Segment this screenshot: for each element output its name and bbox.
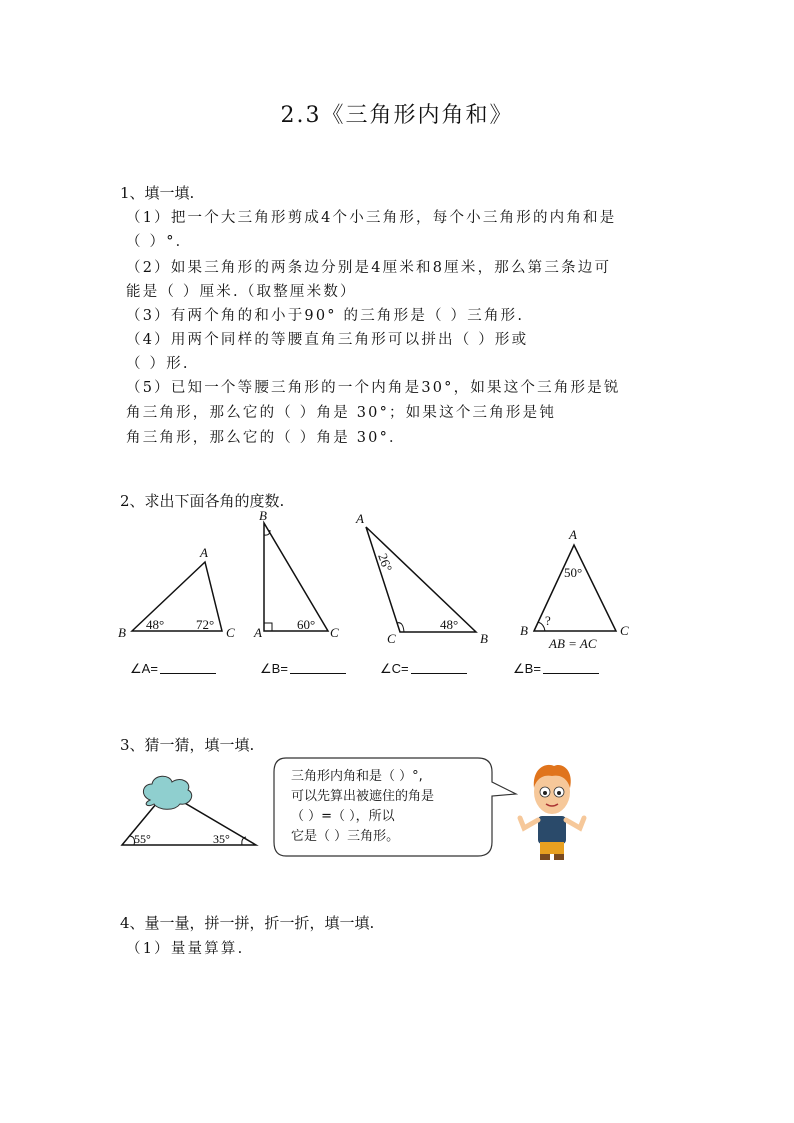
- q1-line: （2）如果三角形的两条边分别是4厘米和8厘米，那么第三条边可: [126, 260, 612, 276]
- boy-character: [512, 758, 592, 862]
- q1-line: （1）把一个大三角形剪成4个小三角形，每个小三角形的内角和是: [126, 210, 617, 226]
- angle-right: 35°: [213, 832, 230, 846]
- q3-heading: 3、猜一猜，填一填.: [120, 736, 255, 754]
- angle-B: 48°: [146, 617, 165, 632]
- equal-sides: AB = AC: [549, 636, 597, 651]
- q4-sub: （1）量量算算.: [126, 941, 245, 957]
- answer-3[interactable]: ∠C=: [380, 661, 467, 677]
- angle-C: 72°: [196, 617, 215, 632]
- q2-heading: 2、求出下面各角的度数.: [120, 492, 285, 510]
- label-C: C: [620, 623, 629, 638]
- q1-line: （3）有两个角的和小于90° 的三角形是（ ）三角形.: [126, 308, 525, 324]
- answer-1[interactable]: ∠A=: [130, 661, 216, 677]
- q1-line: （4）用两个同样的等腰直角三角形可以拼出（ ）形或: [126, 332, 529, 348]
- label-A: A: [200, 545, 208, 560]
- question-mark: ?: [545, 613, 551, 628]
- label-C: C: [387, 631, 396, 646]
- q1-line: 角三角形，那么它的（ ）角是 30°．: [126, 430, 406, 446]
- answer-2[interactable]: ∠B=: [260, 661, 346, 677]
- bubble-line: 三角形内角和是（ ）°,: [291, 769, 423, 784]
- q3-figure: [110, 770, 270, 860]
- triangle-3: [366, 527, 476, 632]
- label-C: C: [226, 625, 235, 640]
- q2-figures: [0, 505, 794, 655]
- q4-heading: 4、量一量，拼一拼，折一折，填一填.: [120, 914, 375, 932]
- cloud: [143, 776, 191, 809]
- label-A: A: [356, 511, 364, 526]
- angle-B: 48°: [440, 617, 459, 632]
- triangle-2: [264, 523, 328, 631]
- bubble-line: 它是（ ）三角形。: [291, 829, 400, 844]
- q1-line: 能是（ ）厘米.（取整厘米数）: [126, 284, 357, 300]
- angle-A: 26°: [375, 551, 396, 574]
- angle-A: 50°: [564, 565, 583, 580]
- q1-line: （ ）°．: [126, 234, 193, 250]
- answer-4[interactable]: ∠B=: [513, 661, 599, 677]
- angle-C: 60°: [297, 617, 316, 632]
- label-A: A: [569, 527, 577, 542]
- label-A: A: [254, 625, 262, 640]
- q1-line: （5）已知一个等腰三角形的一个内角是30°，如果这个三角形是锐: [126, 380, 621, 396]
- label-C: C: [330, 625, 339, 640]
- page-title: 2.3《三角形内角和》: [280, 103, 514, 128]
- q1-line: （ ）形.: [126, 356, 190, 372]
- bubble-line: 可以先算出被遮住的角是: [291, 789, 435, 804]
- q1-line: 角三角形，那么它的（ ）角是 30°；如果这个三角形是钝: [126, 405, 557, 421]
- angle-left: 55°: [134, 832, 151, 846]
- q1-heading: 1、填一填.: [120, 184, 195, 202]
- label-B: B: [259, 508, 267, 523]
- label-B: B: [480, 631, 488, 646]
- label-B: B: [520, 623, 528, 638]
- label-B: B: [118, 625, 126, 640]
- bubble-line: （ ）=（ ），所以: [291, 809, 395, 824]
